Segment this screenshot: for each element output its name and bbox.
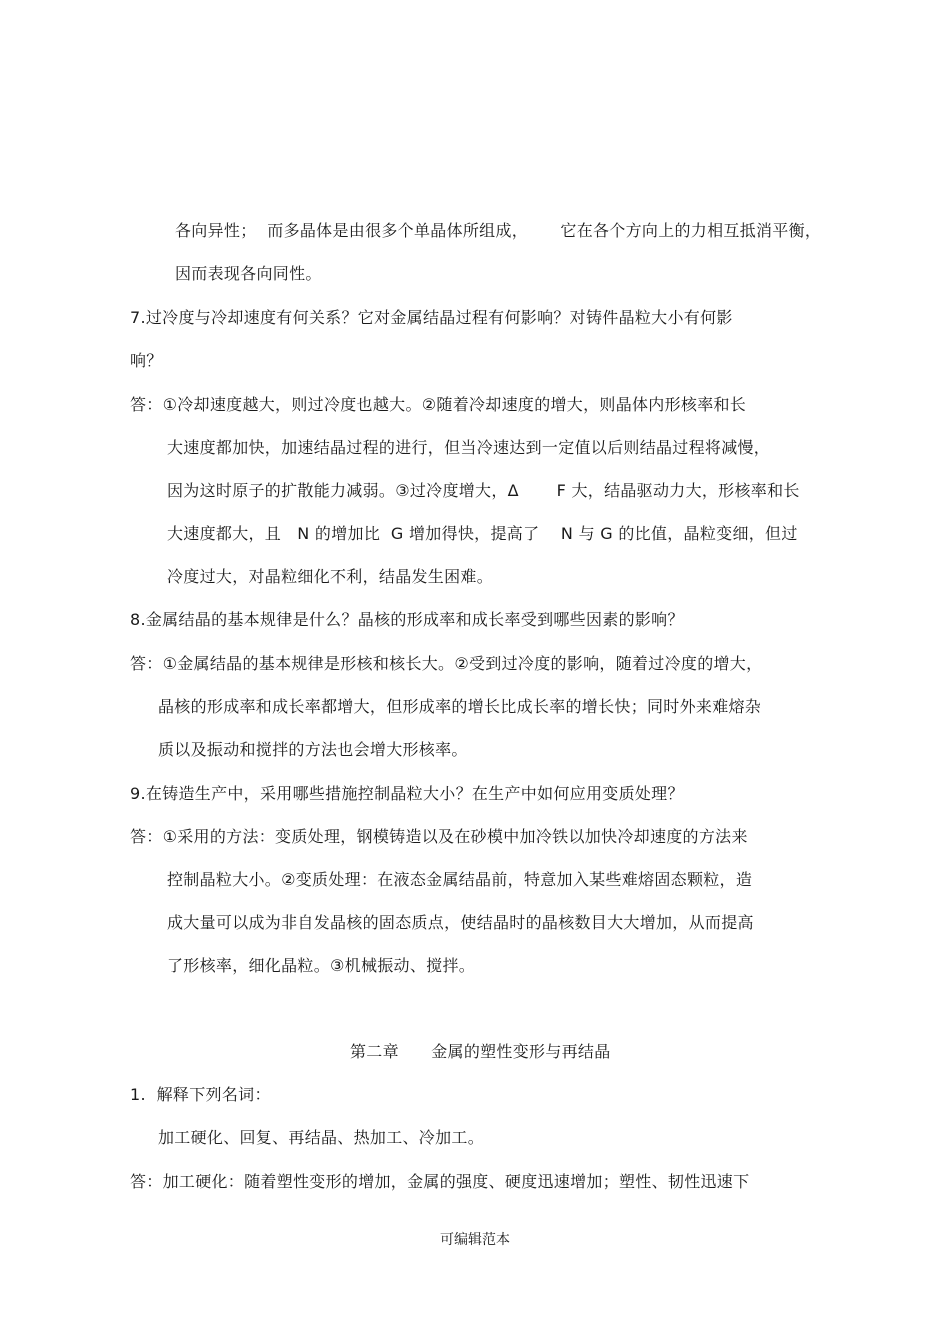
text-line-1: 各向异性； 而多晶体是由很多个单晶体所组成， 它在各个方向上的力相互抵消平衡， — [175, 221, 822, 240]
question-7-line-2: 响？ — [130, 351, 163, 370]
answer-7-line-3: 因为这时原子的扩散能力减弱。③过冷度增大，Δ F 大，结晶驱动力大，形核率和长 — [167, 481, 800, 500]
terms-list: 加工硬化、回复、再结晶、热加工、冷加工。 — [158, 1128, 485, 1147]
answer-9-line-3: 成大量可以成为非自发晶核的固态质点，使结晶时的晶核数目大大增加，从而提高 — [167, 913, 754, 932]
answer-8-line-2: 晶核的形成率和成长率都增大，但形成率的增长比成长率的增长快；同时外来难熔杂 — [158, 697, 762, 716]
answer-7-line-2: 大速度都加快，加速结晶过程的进行，但当冷速达到一定值以后则结晶过程将减慢， — [167, 438, 771, 457]
answer-7-line-5: 冷度过大，对晶粒细化不利，结晶发生困难。 — [167, 567, 494, 586]
answer-1-line-1: 答：加工硬化：随着塑性变形的增加，金属的强度、硬度迅速增加；塑性、韧性迅速下 — [130, 1172, 750, 1191]
answer-9-line-4: 了形核率，细化晶粒。③机械振动、搅拌。 — [167, 956, 476, 975]
question-8: 8.金属结晶的基本规律是什么？晶核的形成率和成长率受到哪些因素的影响？ — [130, 610, 684, 629]
text-line-2: 因而表现各向同性。 — [175, 264, 322, 283]
chapter-title: 第二章 金属的塑性变形与再结晶 — [350, 1042, 611, 1061]
question-9: 9.在铸造生产中，采用哪些措施控制晶粒大小？在生产中如何应用变质处理？ — [130, 784, 684, 803]
question-7-line-1: 7.过冷度与冷却速度有何关系？它对金属结晶过程有何影响？对铸件晶粒大小有何影 — [130, 308, 733, 327]
answer-8-line-3: 质以及振动和搅拌的方法也会增大形核率。 — [158, 740, 468, 759]
answer-7-line-4: 大速度都大，且 N 的增加比 G 增加得快，提高了 N 与 G 的比值，晶粒变细，但过 — [167, 524, 798, 543]
answer-8-line-1: 答：①金属结晶的基本规律是形核和核长大。②受到过冷度的影响，随着过冷度的增大， — [130, 654, 763, 673]
chapter-question-1: 1. 解释下列名词： — [130, 1085, 271, 1104]
answer-9-line-1: 答：①采用的方法：变质处理，钢模铸造以及在砂模中加冷铁以加快冷却速度的方法来 — [130, 827, 748, 846]
page-footer: 可编辑范本 — [440, 1232, 510, 1248]
answer-9-line-2: 控制晶粒大小。②变质处理：在液态金属结晶前，特意加入某些难熔固态颗粒，造 — [167, 870, 753, 889]
answer-7-line-1: 答：①冷却速度越大，则过冷度也越大。②随着冷却速度的增大，则晶体内形核率和长 — [130, 395, 747, 414]
